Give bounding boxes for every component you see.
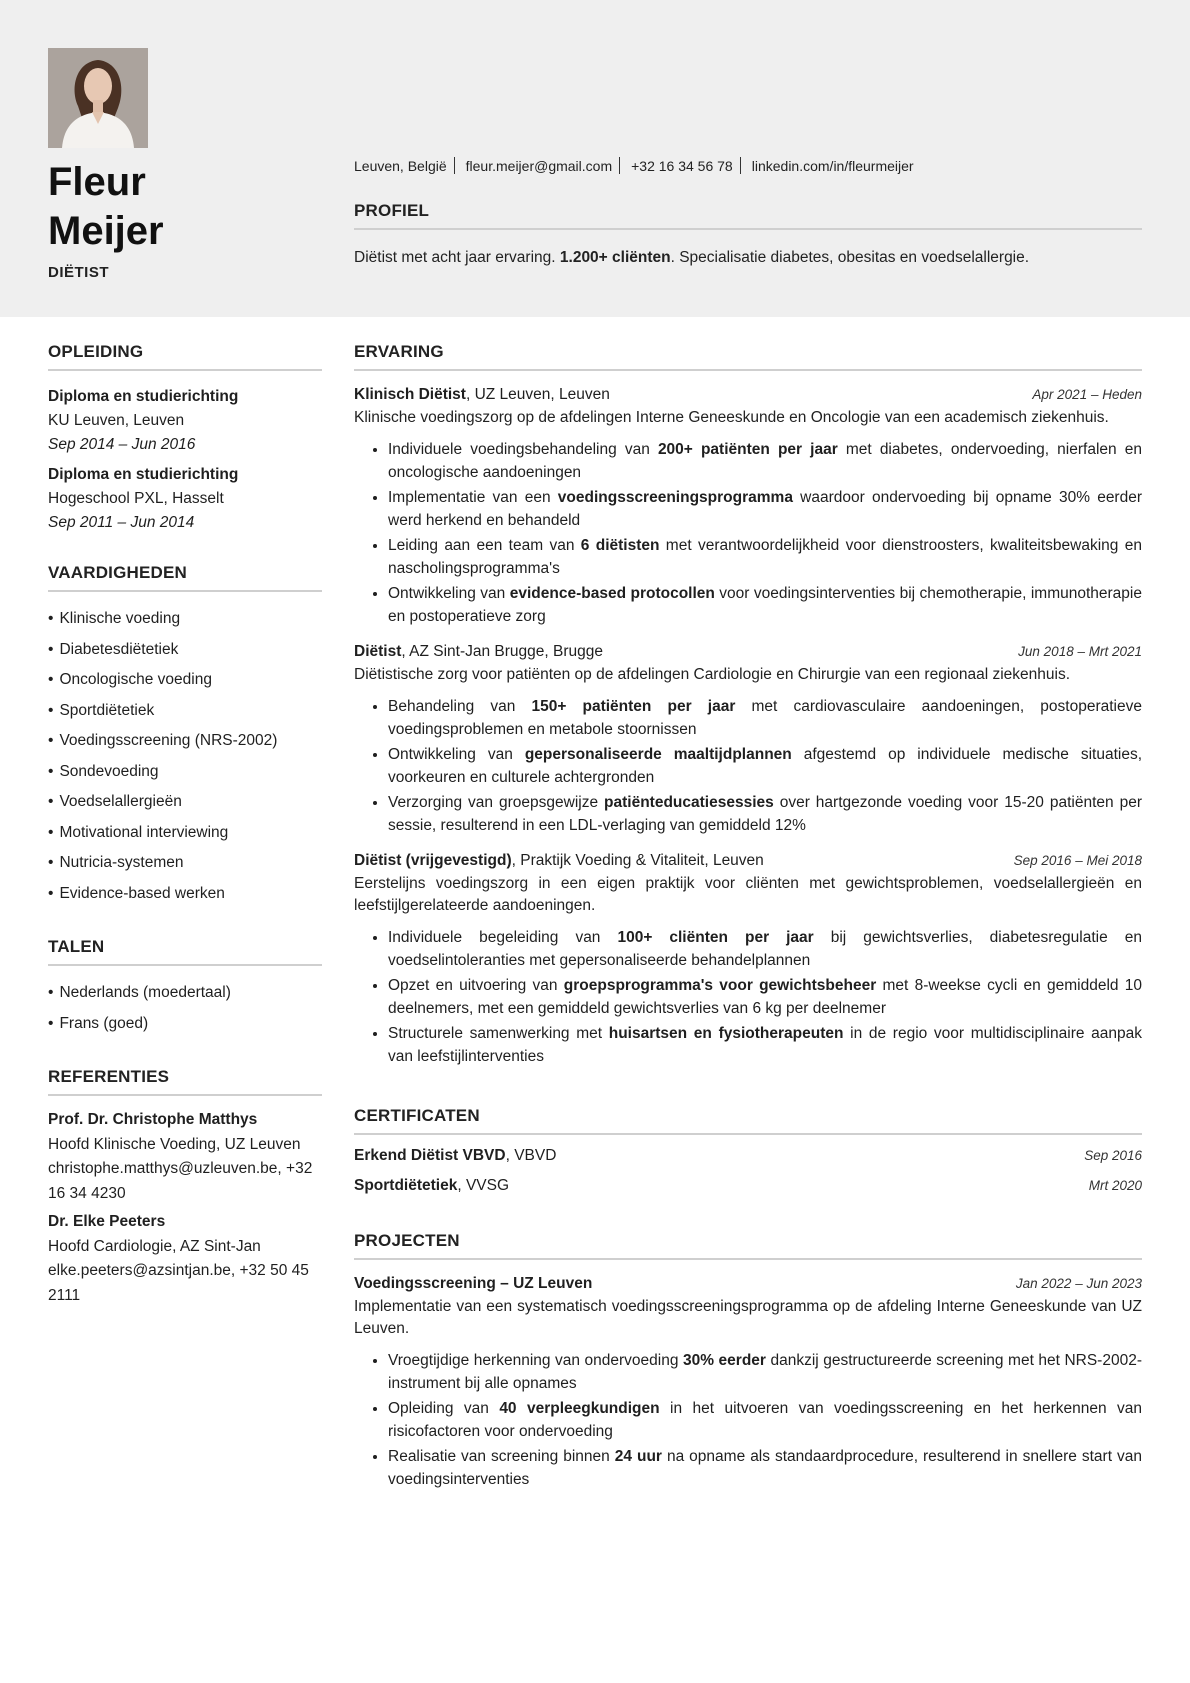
project-dates: Jan 2022 – Jun 2023: [1015, 1276, 1142, 1291]
bullet-text: Individuele voedingsbehandeling van: [388, 441, 658, 458]
right-column: [354, 342, 1142, 1494]
skill-item: • Voedselallergieën: [48, 787, 322, 818]
project-entry: [354, 1272, 1142, 1491]
reference-item: [48, 1210, 322, 1308]
reference-item: [48, 1108, 322, 1206]
job-bullet: [388, 1023, 1142, 1068]
bullet-text: waardoor ondervoeding bij opname 30% eerder werd herkend en behandeld: [388, 489, 1142, 529]
bullet-highlight: 24 uur: [614, 1448, 662, 1465]
experience-section: [354, 342, 1142, 1068]
skill-item: • Voedingsscreening (NRS-2002): [48, 726, 322, 757]
job-description: Diëtistische zorg voor patiënten op de afdelingen Cardiologie en Chirurgie van een regionaal ziekenhuis.: [354, 666, 1071, 683]
bullet-text: met 8-weekse cycli en gemiddeld 10 deelnemers, met een gemiddeld gewichtsverlies van 6 kg per deelnemer: [388, 977, 1143, 1017]
bullet-text: over hartgezonde voeding voor 15-20 patiënten per sessie, resulterend in een LDL-verlaging van gemiddeld 12%: [388, 794, 1142, 834]
language-item: • Frans (goed): [48, 1009, 322, 1040]
bullet-highlight: groepsprogramma's voor gewichtsbeheer: [563, 977, 877, 994]
job-header: [354, 849, 1142, 873]
skill-item: • Sondevoeding: [48, 757, 322, 788]
job-role: Diëtist (vrijgevestigd): [354, 852, 512, 869]
reference-name: Prof. Dr. Christophe Matthys: [48, 1111, 258, 1128]
certificate-issuer: , VBVD: [505, 1147, 557, 1164]
contact-divider: [454, 157, 455, 174]
bullet-text: Ontwikkeling van: [388, 585, 510, 602]
project-name: Voedingsscreening – UZ Leuven: [354, 1275, 593, 1292]
job-bullets: [354, 439, 1142, 628]
skill-item: • Sportdiëtetiek: [48, 696, 322, 727]
reference-name: Dr. Elke Peeters: [48, 1213, 166, 1230]
job-header: [354, 640, 1142, 664]
bullet-text: bij gewichtsverlies, diabetesregulatie en voedselintoleranties met gepersonaliseerde behandelplannen: [388, 929, 1142, 969]
job-description: Eerstelijns voedingszorg in een eigen praktijk voor cliënten met gewichtsproblemen, voedselallergieën en leefstijlgerelateerde aandoeningen.: [354, 875, 1142, 914]
job-bullets: [354, 696, 1142, 837]
bullet-text: Leiding aan een team van: [388, 537, 581, 554]
bullet-highlight: gepersonaliseerde maaltijdplannen: [524, 746, 792, 763]
profile-heading: PROFIEL: [354, 201, 1142, 230]
job-bullet: [388, 975, 1142, 1020]
project-bullets: [354, 1350, 1142, 1491]
bullet-text: Opleiding van: [388, 1400, 500, 1417]
job-role: Diëtist: [354, 643, 402, 660]
job-bullet: [388, 696, 1142, 741]
bullet-highlight: patiënteducatiesessies: [604, 794, 774, 811]
bullet-text: in het uitvoeren van voedingsscreening en het herkennen van risicofactoren voor ondervoeding: [388, 1400, 1142, 1440]
bullet-text: na opname als standaardprocedure, resulterend in snellere start van voedingsinterventies: [388, 1448, 1142, 1488]
skill-item: • Klinische voeding: [48, 604, 322, 635]
education-dates: Sep 2011 – Jun 2014: [48, 514, 195, 531]
education-school: Hogeschool PXL, Hasselt: [48, 490, 224, 507]
profile-photo-portrait: [48, 48, 148, 148]
bullet-text: afgestemd op individuele medische situaties, voorkeuren en culturele achtergronden: [388, 746, 1142, 786]
first-name: Fleur: [48, 160, 146, 204]
job-bullet: [388, 583, 1142, 628]
bullet-highlight: voedingsscreeningsprogramma: [557, 489, 793, 506]
education-item: [48, 385, 322, 457]
bullet-text: Ontwikkeling van: [388, 746, 525, 763]
job-dates: Jun 2018 – Mrt 2021: [1018, 644, 1142, 659]
project-bullet: [388, 1398, 1142, 1443]
skills-list: [48, 604, 322, 909]
skills-heading: VAARDIGHEDEN: [48, 563, 322, 592]
job-dates: Apr 2021 – Heden: [1032, 387, 1142, 402]
bullet-text: in de regio voor multidisciplinaire aanpak van leefstijlinterventies: [388, 1025, 1142, 1065]
contact-linkedin[interactable]: linkedin.com/in/fleurmeijer: [751, 158, 914, 174]
education-school: KU Leuven, Leuven: [48, 412, 185, 429]
bullet-text: Realisatie van screening binnen: [388, 1448, 615, 1465]
certificate-title: [354, 1141, 556, 1171]
bullet-text: Opzet en uitvoering van: [388, 977, 564, 994]
certificate-date: Sep 2016: [1084, 1148, 1142, 1163]
candidate-name: [48, 158, 308, 256]
education-degree: Diploma en studierichting: [48, 388, 239, 405]
education-heading: OPLEIDING: [48, 342, 322, 371]
bullet-text: voor voedingsinterventies bij chemotherapie, immunotherapie en postoperatieve zorg: [388, 585, 1142, 625]
skill-item: • Evidence-based werken: [48, 879, 322, 910]
references-heading: REFERENTIES: [48, 1067, 322, 1096]
profile-photo: [48, 48, 148, 148]
certificate-name: Sportdiëtetiek: [354, 1177, 458, 1194]
job-entry: [354, 383, 1142, 628]
job-description: Klinische voedingszorg op de afdelingen Interne Geneeskunde en Oncologie van een academisch ziekenhuis.: [354, 409, 1109, 426]
bullet-highlight: evidence-based protocollen: [509, 585, 715, 602]
job-bullet: [388, 535, 1142, 580]
bullet-highlight: huisartsen en fysiotherapeuten: [608, 1025, 844, 1042]
languages-section: [48, 937, 322, 1039]
bullet-highlight: 40 verpleegkundigen: [499, 1400, 660, 1417]
project-bullet: [388, 1446, 1142, 1491]
bullet-highlight: 30% eerder: [683, 1352, 766, 1369]
job-bullets: [354, 927, 1142, 1068]
skill-item: • Oncologische voeding: [48, 665, 322, 696]
skill-item: • Motivational interviewing: [48, 818, 322, 849]
bullet-highlight: 150+ patiënten per jaar: [531, 698, 736, 715]
contact-divider: [740, 157, 741, 174]
references-section: [48, 1067, 322, 1308]
bullet-highlight: 100+ cliënten per jaar: [617, 929, 814, 946]
bullet-text: met cardiovasculaire aandoeningen, postoperatieve voedingsproblemen en metabole stoornissen: [388, 698, 1142, 738]
project-description: Implementatie van een systematisch voedingsscreeningsprogramma op de afdeling Interne Geneeskunde van UZ Leuven.: [354, 1298, 1142, 1337]
profile-text-part: Diëtist met acht jaar ervaring.: [354, 249, 560, 266]
certificate-item: [354, 1141, 1142, 1171]
job-header: [354, 383, 1142, 407]
reference-position: Hoofd Klinische Voeding, UZ Leuven: [48, 1135, 301, 1153]
job-title-line: [354, 383, 610, 407]
education-dates: Sep 2014 – Jun 2016: [48, 436, 196, 453]
job-bullet: [388, 927, 1142, 972]
languages-heading: TALEN: [48, 937, 322, 966]
job-role: Klinisch Diëtist: [354, 386, 466, 403]
job-organization: , UZ Leuven, Leuven: [465, 386, 610, 403]
bullet-text: Behandeling van: [388, 698, 532, 715]
certificates-heading: CERTIFICATEN: [354, 1106, 1142, 1135]
job-organization: , AZ Sint-Jan Brugge, Brugge: [401, 643, 603, 660]
certificates-section: [354, 1106, 1142, 1201]
job-bullet: [388, 487, 1142, 532]
education-item: [48, 463, 322, 535]
contact-email[interactable]: fleur.meijer@gmail.com: [465, 158, 613, 174]
bullet-highlight: 6 diëtisten: [580, 537, 660, 554]
bullet-highlight: 200+ patiënten per jaar: [657, 441, 838, 458]
job-title: DIËTIST: [48, 264, 110, 281]
bullet-text: Vroegtijdige herkenning van ondervoeding: [388, 1352, 683, 1369]
reference-position: Hoofd Cardiologie, AZ Sint-Jan: [48, 1237, 261, 1255]
bullet-text: Implementatie van een: [388, 489, 558, 506]
reference-contact: christophe.matthys@uzleuven.be, +32 16 34 4230: [48, 1160, 313, 1202]
job-entry: [354, 640, 1142, 837]
job-organization: , Praktijk Voeding & Vitaliteit, Leuven: [511, 852, 764, 869]
bullet-text: Structurele samenwerking met: [388, 1025, 609, 1042]
job-title-line: [354, 849, 764, 873]
bullet-text: dankzij gestructureerde screening met het NRS-2002-instrument bij alle opnames: [388, 1352, 1142, 1392]
bullet-text: met diabetes, ondervoeding, nierfalen en oncologische aandoeningen: [388, 441, 1142, 481]
contact-bar: [354, 157, 914, 174]
certificate-title: [354, 1171, 509, 1201]
education-section: [48, 342, 322, 535]
certificate-item: [354, 1171, 1142, 1201]
bullet-text: Individuele begeleiding van: [388, 929, 618, 946]
project-bullet: [388, 1350, 1142, 1395]
projects-section: [354, 1231, 1142, 1491]
profile-summary: [354, 249, 1142, 267]
job-title-line: [354, 640, 603, 664]
profile-text-part: . Specialisatie diabetes, obesitas en voedselallergie.: [670, 249, 1030, 266]
language-item: • Nederlands (moedertaal): [48, 978, 322, 1009]
contact-location: Leuven, België: [354, 158, 447, 174]
projects-heading: PROJECTEN: [354, 1231, 1142, 1260]
left-column: [48, 342, 322, 1336]
contact-phone[interactable]: +32 16 34 56 78: [631, 158, 733, 174]
certificate-issuer: , VVSG: [457, 1177, 510, 1194]
project-header: [354, 1272, 1142, 1296]
skill-item: • Diabetesdiëtetiek: [48, 635, 322, 666]
profile-section: [354, 201, 1142, 267]
job-bullet: [388, 792, 1142, 837]
skills-section: [48, 563, 322, 909]
certificate-date: Mrt 2020: [1088, 1178, 1142, 1193]
job-bullet: [388, 439, 1142, 484]
certificate-name: Erkend Diëtist VBVD: [354, 1147, 506, 1164]
experience-heading: ERVARING: [354, 342, 1142, 371]
profile-text-highlight: 1.200+ cliënten: [559, 249, 671, 266]
skill-item: • Nutricia-systemen: [48, 848, 322, 879]
header-band: [0, 0, 1190, 317]
bullet-text: met verantwoordelijkheid voor dienstroosters, kwaliteitsbewaking en nascholingsprogramma's: [388, 537, 1142, 577]
certificates-list: [354, 1141, 1142, 1201]
languages-list: [48, 978, 322, 1039]
contact-divider: [619, 157, 620, 174]
reference-contact: elke.peeters@azsintjan.be, +32 50 45 2111: [48, 1262, 309, 1304]
job-dates: Sep 2016 – Mei 2018: [1013, 853, 1142, 868]
job-bullet: [388, 744, 1142, 789]
last-name: Meijer: [48, 209, 164, 253]
bullet-text: Verzorging van groepsgewijze: [388, 794, 605, 811]
education-degree: Diploma en studierichting: [48, 466, 239, 483]
job-entry: [354, 849, 1142, 1068]
